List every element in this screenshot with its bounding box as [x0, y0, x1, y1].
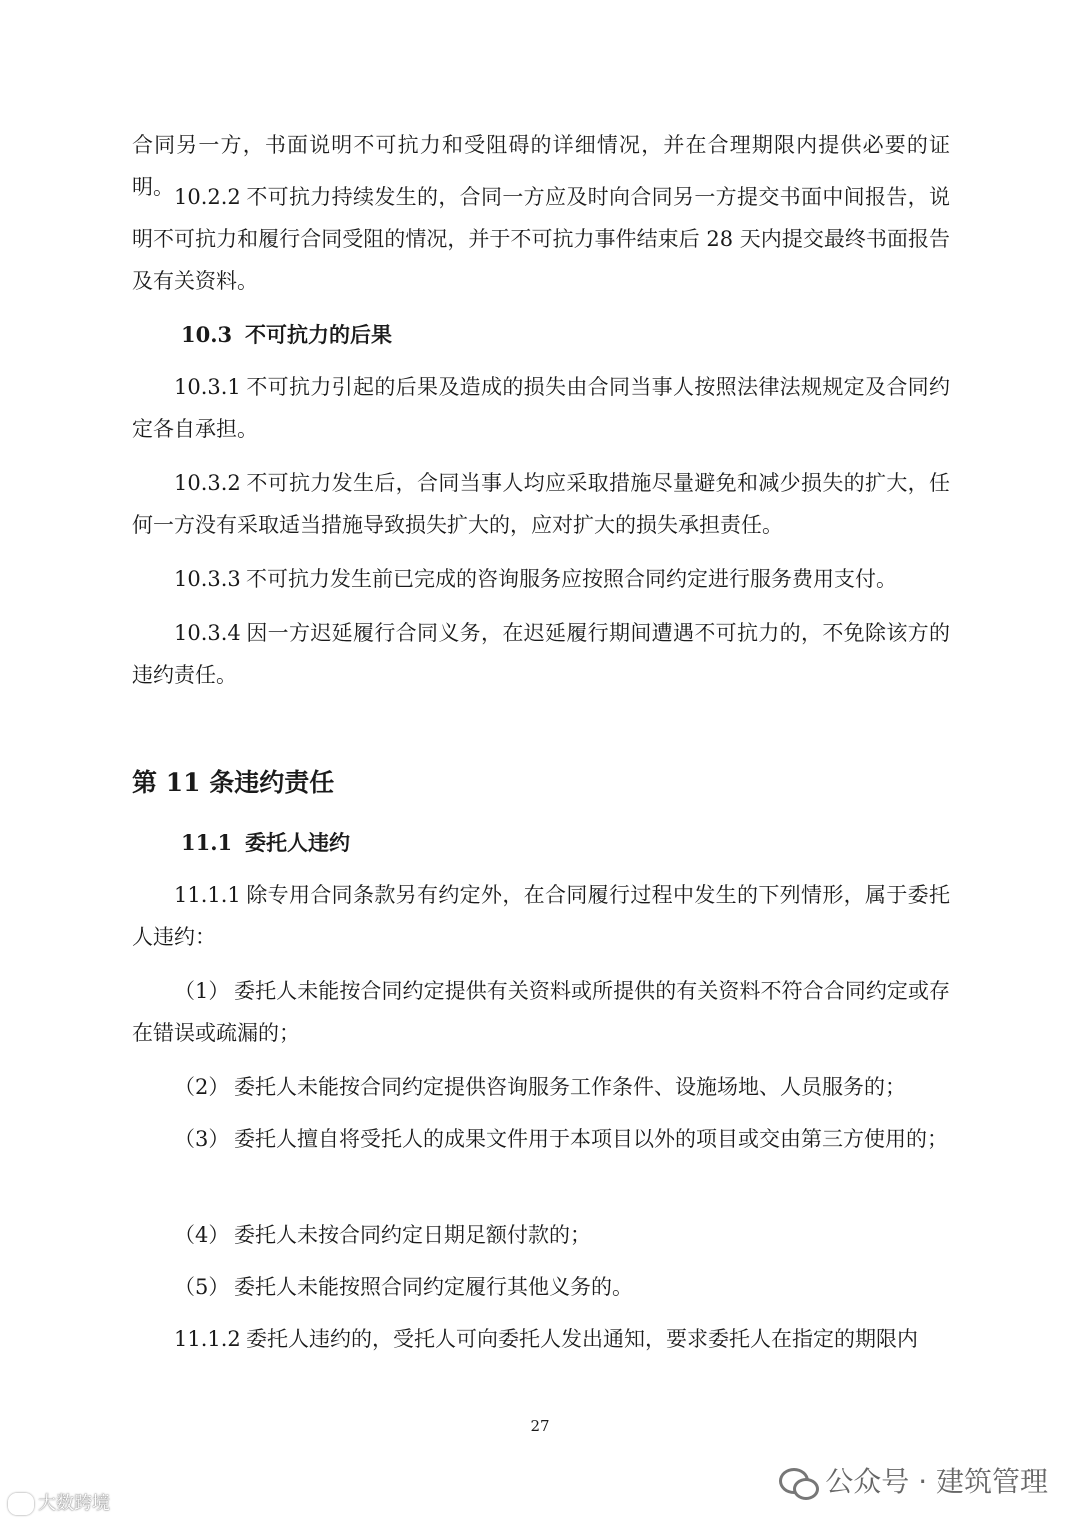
- page-number: 27: [530, 1417, 550, 1435]
- clause-text: 不可抗力发生后，合同当事人均应采取措施尽量避免和减少损失的扩大，任何一方没有采取适当措施导致损失扩大的，应对扩大的损失承担责任。: [132, 471, 950, 537]
- watermark-right-text: 公众号 · 建筑管理: [825, 1465, 1048, 1498]
- list-item-2: [132, 1066, 950, 1108]
- clause-number: 11.1.1: [174, 883, 241, 907]
- paragraph-continuation: 合同另一方，书面说明不可抗力和受阻碍的详细情况，并在合理期限内提供必要的证明。: [132, 133, 950, 199]
- clause-11-1-1: [132, 874, 950, 958]
- wechat-icon: [779, 1466, 817, 1498]
- clause-number: 11.1.2: [174, 1327, 241, 1351]
- item-text: 委托人未能按照合同约定履行其他义务的。: [234, 1275, 633, 1299]
- clause-10-3-4: [132, 612, 950, 696]
- section-number: 10.3: [181, 322, 233, 347]
- list-item-4: [132, 1214, 950, 1256]
- clause-text: 不可抗力引起的后果及造成的损失由合同当事人按照法律法规规定及合同约定各自承担。: [132, 375, 950, 441]
- clause-11-1-2: [132, 1318, 950, 1360]
- item-number: （1）: [174, 979, 230, 1003]
- watermark-right: [779, 1462, 1048, 1502]
- item-number: （2）: [174, 1075, 230, 1099]
- item-number: （5）: [174, 1275, 230, 1299]
- clause-number: 10.3.2: [174, 471, 241, 495]
- section-heading-11-1: [181, 822, 350, 864]
- watermark-left: [8, 1492, 110, 1516]
- item-text: 委托人未按合同约定日期足额付款的；: [234, 1223, 591, 1247]
- clause-10-3-2: [132, 462, 950, 546]
- clause-10-2-2: [132, 176, 950, 302]
- chapter-heading-11: 第 11 条违约责任: [132, 768, 335, 797]
- section-title: 委托人违约: [245, 830, 350, 855]
- list-item-3: [132, 1118, 950, 1160]
- watermark-left-text: 大数跨境: [38, 1493, 110, 1514]
- list-item-5: [132, 1266, 950, 1308]
- clause-text: 因一方迟延履行合同义务，在迟延履行期间遭遇不可抗力的，不免除该方的违约责任。: [132, 621, 950, 687]
- list-item-1: [132, 970, 950, 1054]
- clause-text: 除专用合同条款另有约定外，在合同履行过程中发生的下列情形，属于委托人违约：: [132, 883, 950, 949]
- item-text: 委托人未能按合同约定提供咨询服务工作条件、设施场地、人员服务的；: [234, 1075, 906, 1099]
- clause-text: 不可抗力持续发生的，合同一方应及时向合同另一方提交书面中间报告，说明不可抗力和履行合同受阻的情况，并于不可抗力事件结束后 28 天内提交最终书面报告及有关资料。: [132, 185, 950, 293]
- section-heading-10-3: [181, 314, 392, 356]
- clause-number: 10.2.2: [174, 185, 241, 209]
- item-text: 委托人未能按合同约定提供有关资料或所提供的有关资料不符合合同约定或存在错误或疏漏的；: [132, 979, 950, 1045]
- item-number: （4）: [174, 1223, 230, 1247]
- clause-number: 10.3.1: [174, 375, 241, 399]
- clause-number: 10.3.3: [174, 567, 241, 591]
- item-number: （3）: [174, 1127, 230, 1151]
- chat-bubble-icon: [8, 1493, 34, 1515]
- clause-10-3-1: [132, 366, 950, 450]
- clause-10-3-3: [132, 558, 950, 600]
- item-text: 委托人擅自将受托人的成果文件用于本项目以外的项目或交由第三方使用的；: [234, 1127, 948, 1151]
- clause-text: 委托人违约的，受托人可向委托人发出通知，要求委托人在指定的期限内: [246, 1327, 918, 1351]
- clause-text: 不可抗力发生前已完成的咨询服务应按照合同约定进行服务费用支付。: [246, 567, 897, 591]
- section-title: 不可抗力的后果: [245, 322, 392, 347]
- section-number: 11.1: [181, 830, 233, 855]
- clause-number: 10.3.4: [174, 621, 241, 645]
